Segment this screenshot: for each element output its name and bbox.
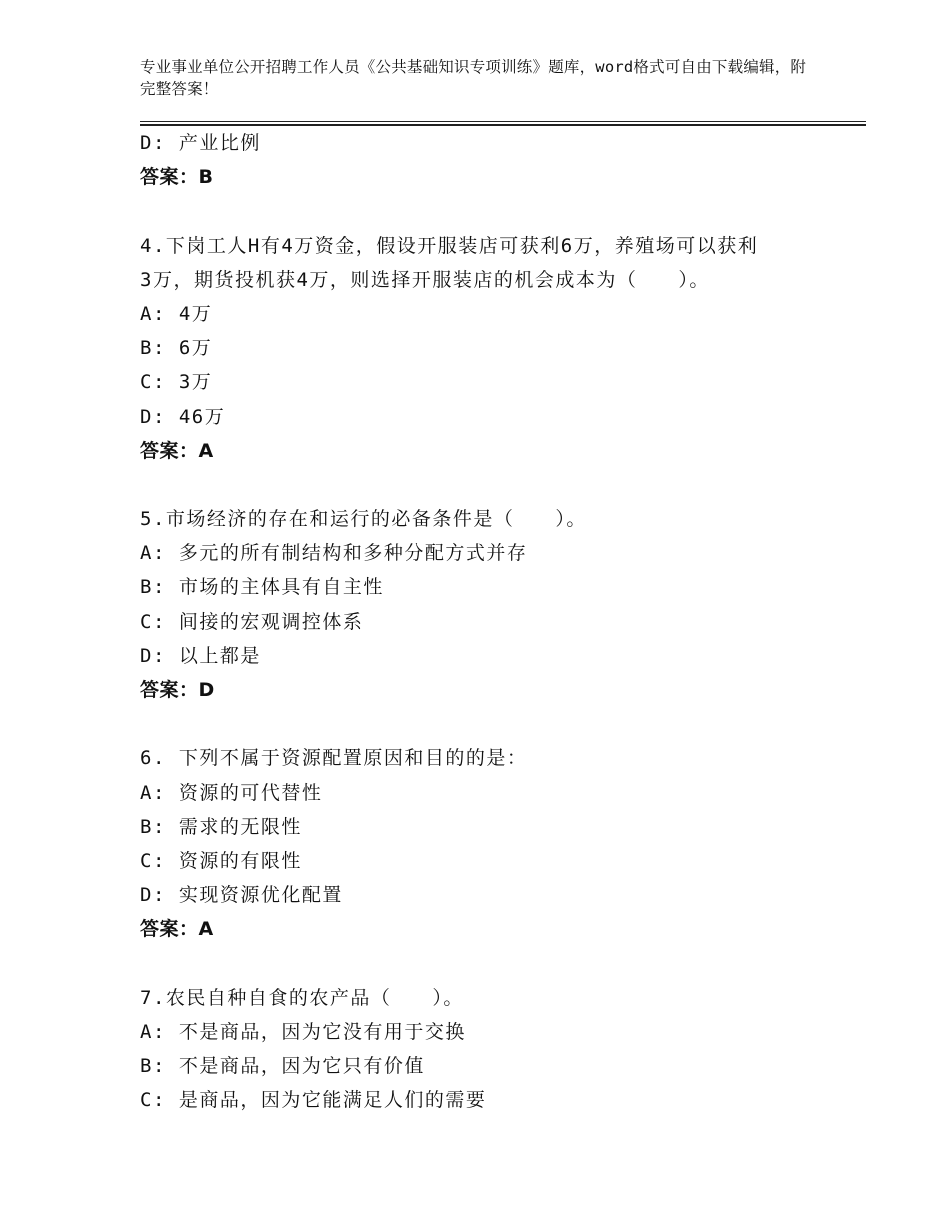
question-stem: 4.下岗工人H有4万资金，假设开服装店可获利6万，养殖场可以获利 <box>140 234 759 257</box>
spacer <box>140 707 820 741</box>
page-header: 专业事业单位公开招聘工作人员《公共基础知识专项训练》题库，word格式可自由下载编辑，附完整答案！ <box>140 58 807 98</box>
option-c: C: 3万 <box>140 371 213 394</box>
option-d: D: 产业比例 <box>140 132 261 154</box>
question-3-tail <box>140 126 820 194</box>
option-d: D: 46万 <box>140 405 226 428</box>
option-c: C: 资源的有限性 <box>140 849 302 872</box>
answer: 答案：B <box>140 166 214 189</box>
option-b: B: 不是商品，因为它只有价值 <box>140 1055 425 1078</box>
option-a: A: 资源的可代替性 <box>140 781 323 804</box>
answer: 答案：A <box>140 439 214 462</box>
question-5 <box>140 502 820 707</box>
option-d: D: 实现资源优化配置 <box>140 884 343 907</box>
question-list <box>140 126 820 1117</box>
question-stem: 5.市场经济的存在和运行的必备条件是（ ）。 <box>140 508 587 531</box>
question-7 <box>140 981 820 1118</box>
option-a: A: 不是商品，因为它没有用于交换 <box>140 1020 466 1043</box>
question-stem-continued: 3万，期货投机获4万，则选择开服装店的机会成本为（ ）。 <box>140 268 710 291</box>
option-c: C: 间接的宏观调控体系 <box>140 610 364 633</box>
option-c: C: 是商品，因为它能满足人们的需要 <box>140 1089 487 1112</box>
spacer <box>140 947 820 981</box>
option-a: A: 多元的所有制结构和多种分配方式并存 <box>140 542 528 565</box>
answer: 答案：A <box>140 918 214 941</box>
answer: 答案：D <box>140 679 215 701</box>
question-stem: 7.农民自种自食的农产品（ ）。 <box>140 986 464 1009</box>
option-b: B: 需求的无限性 <box>140 815 302 838</box>
option-b: B: 6万 <box>140 337 213 360</box>
question-6 <box>140 741 820 946</box>
question-4 <box>140 229 820 468</box>
option-a: A: 4万 <box>140 302 213 325</box>
question-stem: 6. 下列不属于资源配置原因和目的的是： <box>140 747 528 770</box>
spacer <box>140 194 820 228</box>
option-d: D: 以上都是 <box>140 644 261 667</box>
option-b: B: 市场的主体具有自主性 <box>140 576 384 599</box>
spacer <box>140 468 820 502</box>
